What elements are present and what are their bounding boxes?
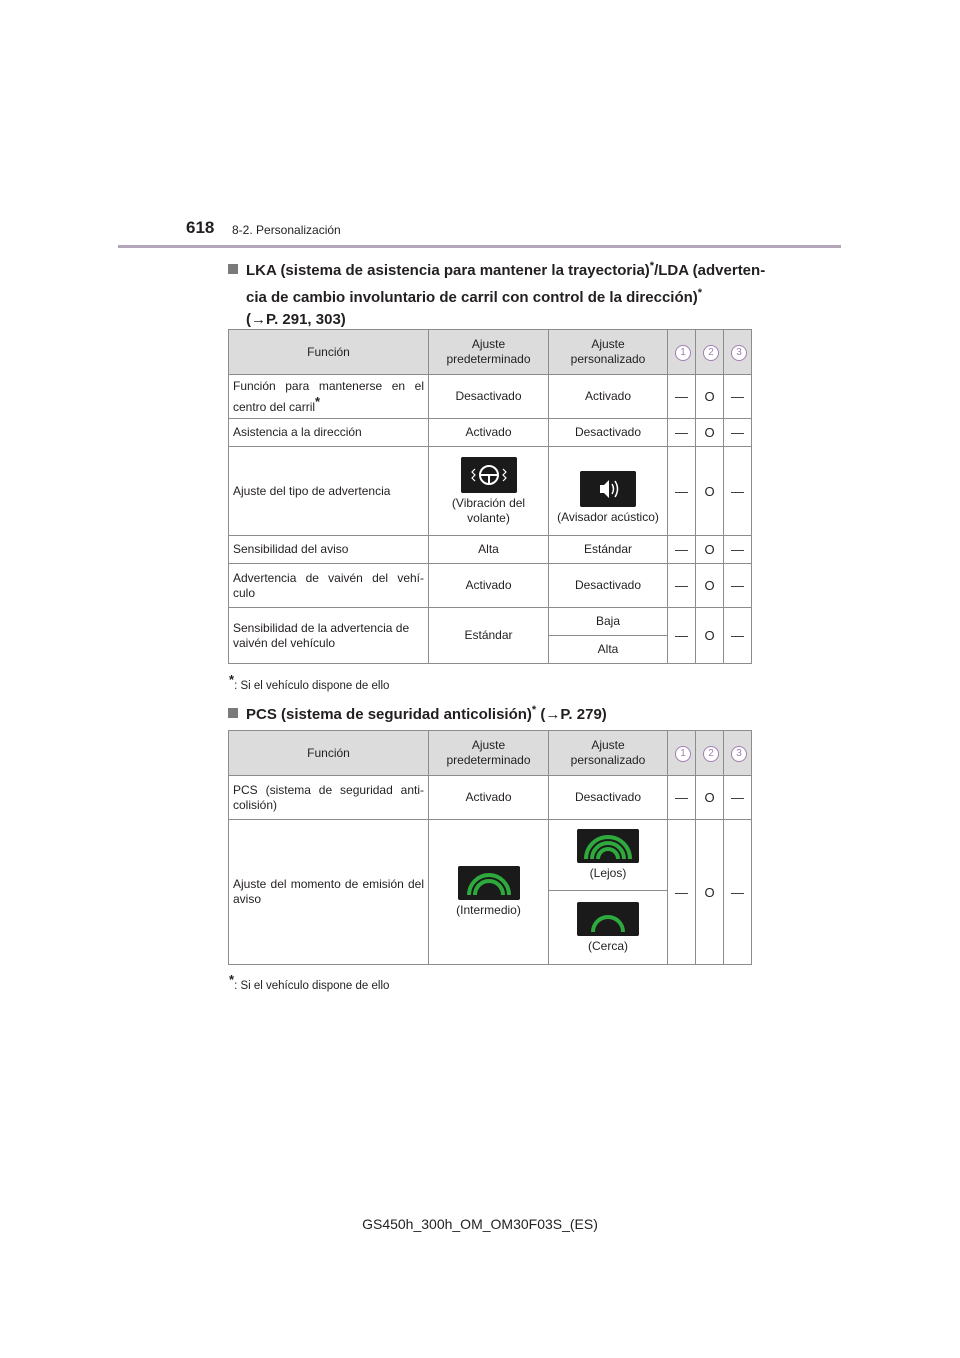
cell-custom: (Avisador acústico) <box>549 447 668 536</box>
cell-default: Activado <box>429 776 549 820</box>
pcs-arc-icon <box>577 902 639 936</box>
cell-custom: Desactivado <box>549 776 668 820</box>
cell-default: (Intermedio) <box>429 820 549 965</box>
cell-custom-a: Baja <box>549 608 668 636</box>
cell-1: — <box>668 536 696 564</box>
table-header-row <box>229 330 752 375</box>
col-3: 3 <box>724 330 752 375</box>
cell-funcion: Sensibilidad de la advertencia de vaivén del vehículo <box>229 608 429 664</box>
col-2: 2 <box>696 330 724 375</box>
cell-funcion: PCS (sistema de seguridad anti- colisión) <box>229 776 429 820</box>
cell-3: — <box>724 536 752 564</box>
cell-2: O <box>696 447 724 536</box>
cell-1: — <box>668 419 696 447</box>
cell-2: O <box>696 419 724 447</box>
cell-default: Activado <box>429 564 549 608</box>
cell-funcion: Asistencia a la dirección <box>229 419 429 447</box>
cell-funcion: Ajuste del momento de emisión del aviso <box>229 820 429 965</box>
pcs-table <box>228 730 752 965</box>
lka-table <box>228 329 752 664</box>
col-funcion: Función <box>229 731 429 776</box>
col-custom: Ajuste personalizado <box>549 330 668 375</box>
cell-funcion: Sensibilidad del aviso <box>229 536 429 564</box>
page-number: 618 <box>186 218 215 237</box>
cell-2: O <box>696 820 724 965</box>
cell-2: O <box>696 536 724 564</box>
col-funcion: Función <box>229 330 429 375</box>
cell-default: Estándar <box>429 608 549 664</box>
cell-funcion: Función para mantenerse en el centro del carril* <box>229 375 429 419</box>
section-title: 8-2. Personalización <box>232 223 341 237</box>
table-row <box>229 820 752 891</box>
table-row <box>229 419 752 447</box>
cell-3: — <box>724 820 752 965</box>
square-bullet-icon <box>228 708 238 718</box>
cell-2: O <box>696 375 724 419</box>
cell-3: — <box>724 375 752 419</box>
col-default: Ajuste predeterminado <box>429 731 549 776</box>
pcs-heading: PCS (sistema de seguridad anticolisión)* (→P. 279) <box>228 699 607 726</box>
cell-custom: Estándar <box>549 536 668 564</box>
cell-2: O <box>696 776 724 820</box>
document-code: GS450h_300h_OM_OM30F03S_(ES) <box>362 1216 598 1232</box>
cell-2: O <box>696 608 724 664</box>
cell-3: — <box>724 608 752 664</box>
cell-1: — <box>668 447 696 536</box>
cell-funcion: Ajuste del tipo de advertencia <box>229 447 429 536</box>
cell-3: — <box>724 447 752 536</box>
cell-1: — <box>668 375 696 419</box>
col-1: 1 <box>668 330 696 375</box>
steering-vibration-icon <box>461 457 517 493</box>
table-row <box>229 447 752 536</box>
col-default: Ajuste predeterminado <box>429 330 549 375</box>
col-1: 1 <box>668 731 696 776</box>
table-row <box>229 608 752 636</box>
cell-custom-b: (Cerca) <box>549 891 668 965</box>
cell-default: Alta <box>429 536 549 564</box>
cell-custom-a: (Lejos) <box>549 820 668 891</box>
square-bullet-icon <box>228 264 238 274</box>
pcs-arc-icon <box>577 829 639 863</box>
cell-3: — <box>724 419 752 447</box>
table-row <box>229 564 752 608</box>
lka-heading: LKA (sistema de asistencia para mantener la trayectoria)*/LDA (adverten- cia de cambio involuntario de carril con control de la dirección)* (→P. 291, 303) <box>228 255 765 331</box>
header-rule <box>118 245 841 248</box>
cell-1: — <box>668 608 696 664</box>
cell-funcion: Advertencia de vaivén del vehí- culo <box>229 564 429 608</box>
pcs-arc-icon <box>458 866 520 900</box>
lka-footnote: *: Si el vehículo dispone de ello <box>229 672 390 692</box>
cell-3: — <box>724 564 752 608</box>
buzzer-icon <box>580 471 636 507</box>
cell-3: — <box>724 776 752 820</box>
cell-custom-b: Alta <box>549 636 668 664</box>
table-row <box>229 375 752 419</box>
cell-1: — <box>668 564 696 608</box>
col-custom: Ajuste personalizado <box>549 731 668 776</box>
cell-custom: Desactivado <box>549 419 668 447</box>
cell-default: (Vibración del volante) <box>429 447 549 536</box>
table-row <box>229 776 752 820</box>
cell-default: Desactivado <box>429 375 549 419</box>
col-3: 3 <box>724 731 752 776</box>
cell-custom: Desactivado <box>549 564 668 608</box>
pcs-footnote: *: Si el vehículo dispone de ello <box>229 972 390 992</box>
table-header-row <box>229 731 752 776</box>
cell-custom: Activado <box>549 375 668 419</box>
cell-default: Activado <box>429 419 549 447</box>
cell-1: — <box>668 820 696 965</box>
table-row <box>229 536 752 564</box>
cell-1: — <box>668 776 696 820</box>
col-2: 2 <box>696 731 724 776</box>
cell-2: O <box>696 564 724 608</box>
